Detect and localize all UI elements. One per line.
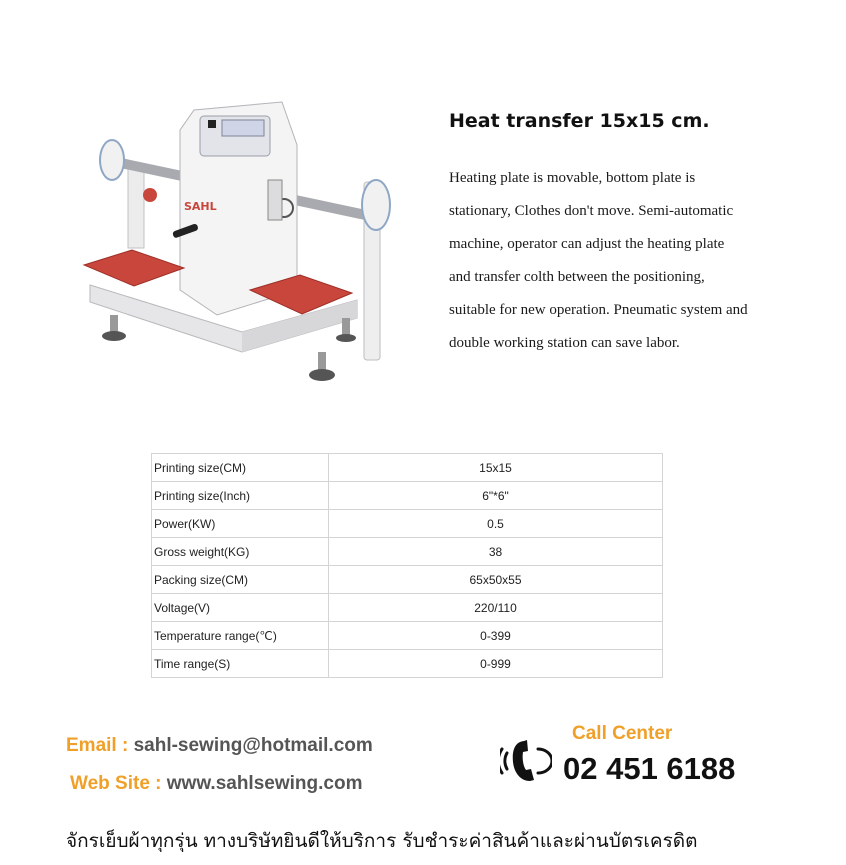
description-line: suitable for new operation. Pneumatic system and	[449, 302, 748, 318]
spec-value: 0.5	[329, 510, 663, 538]
table-row	[152, 538, 663, 566]
spec-label: Power(KW)	[152, 510, 329, 538]
call-center-label: Call Center	[572, 723, 673, 744]
table-row	[152, 594, 663, 622]
description-line: machine, operator can adjust the heating plate	[449, 236, 725, 252]
table-row	[152, 454, 663, 482]
spec-value: 65x50x55	[329, 566, 663, 594]
table-row	[152, 650, 663, 678]
product-title: Heat transfer 15x15 cm.	[449, 110, 710, 132]
spec-label: Printing size(CM)	[152, 454, 329, 482]
spec-table	[151, 453, 663, 678]
product-description	[449, 162, 799, 360]
email-label: Email :	[66, 735, 134, 756]
spec-label: Temperature range(℃)	[152, 622, 329, 650]
description-line: stationary, Clothes don't move. Semi-automatic	[449, 203, 734, 219]
machine-brand-label: SAHL	[184, 200, 217, 213]
spec-value: 38	[329, 538, 663, 566]
spec-label: Packing size(CM)	[152, 566, 329, 594]
spec-label: Printing size(Inch)	[152, 482, 329, 510]
table-row	[152, 482, 663, 510]
spec-label: Gross weight(KG)	[152, 538, 329, 566]
email-link[interactable]: sahl-sewing@hotmail.com	[133, 735, 373, 756]
spec-value: 15x15	[329, 454, 663, 482]
description-line: and transfer colth between the positioning,	[449, 269, 705, 285]
description-line: Heating plate is movable, bottom plate is	[449, 170, 696, 186]
spec-value: 6"*6"	[329, 482, 663, 510]
website-line	[70, 773, 362, 795]
email-line	[66, 735, 373, 757]
table-row	[152, 566, 663, 594]
website-label: Web Site :	[70, 773, 167, 794]
spec-value: 220/110	[329, 594, 663, 622]
table-row	[152, 622, 663, 650]
spec-value: 0-399	[329, 622, 663, 650]
phone-number[interactable]: 02 451 6188	[563, 751, 736, 786]
footer-thai-text: จักรเย็บผ้าทุกรุ่น ทางบริษัทยินดีให้บริการ รับชำระค่าสินค้าและผ่านบัตรเครดิต	[66, 830, 698, 852]
spec-label: Time range(S)	[152, 650, 329, 678]
telephone-handset-icon	[500, 738, 552, 784]
heat-press-machine-image	[72, 90, 412, 390]
spec-label: Voltage(V)	[152, 594, 329, 622]
table-row	[152, 510, 663, 538]
spec-value: 0-999	[329, 650, 663, 678]
description-line: double working station can save labor.	[449, 335, 680, 351]
website-link[interactable]: www.sahlsewing.com	[166, 773, 363, 794]
